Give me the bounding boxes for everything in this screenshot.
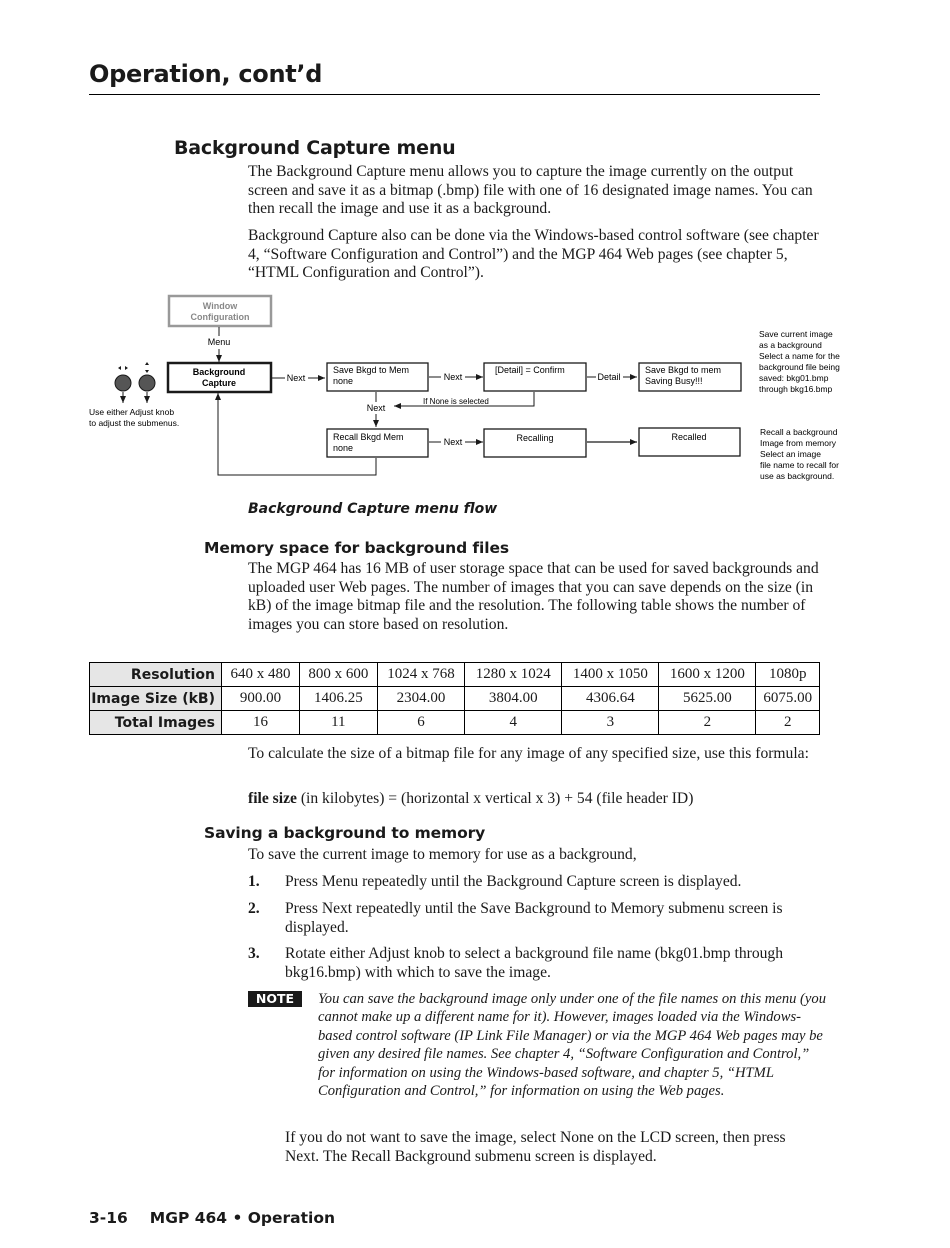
formula-line — [248, 790, 820, 809]
table-cell: 4306.64 — [562, 687, 659, 711]
step-number: 1. — [248, 873, 260, 890]
table-cell: 2 — [659, 711, 756, 735]
recall-note-line-2: Image from memory — [760, 438, 837, 448]
recall-note-line-5: use as background. — [760, 471, 835, 481]
step-text: Press Menu repeatedly until the Background Capture screen is displayed. — [285, 873, 742, 890]
page-number: 3-16 — [89, 1209, 128, 1227]
table-cell: 4 — [465, 711, 562, 735]
table-cell: 5625.00 — [659, 687, 756, 711]
next-label-2: Next — [443, 372, 463, 382]
table-cell: 2304.00 — [377, 687, 464, 711]
background-capture-line-2: Capture — [201, 378, 237, 388]
next-label-3: Next — [366, 403, 386, 413]
table-cell: 3 — [562, 711, 659, 735]
background-capture-line-1: Background — [192, 367, 246, 377]
header-rule — [89, 94, 820, 95]
recall-note-line-1: Recall a background — [760, 427, 838, 437]
after-note-paragraph: If you do not want to save the image, select None on the LCD screen, then press Next. The Recall Background submenu screen is displayed. — [285, 1129, 786, 1165]
recall-bkgd-line-2: none — [333, 443, 354, 453]
table-cell: 6075.00 — [756, 687, 820, 711]
window-config-line-1: Window — [202, 301, 238, 311]
section-title: Background Capture menu — [174, 137, 456, 159]
table-cell: 11 — [299, 711, 377, 735]
table-row-header: Resolution — [90, 663, 222, 687]
table-cell: 2 — [756, 711, 820, 735]
figure-caption: Background Capture menu flow — [248, 501, 498, 517]
table-cell: 800 x 600 — [299, 663, 377, 687]
save-note-line-3: Select a name for the — [759, 351, 840, 361]
recall-note-line-3: Select an image — [760, 449, 821, 459]
menu-flow-diagram — [80, 290, 870, 490]
step-text: Press Next repeatedly until the Save Background to Memory submenu screen is displayed. — [285, 900, 783, 936]
page-footer — [89, 1209, 335, 1227]
memory-paragraph: The MGP 464 has 16 MB of user storage space that can be used for saved backgrounds and uploaded user Web pages. The number of images that you can save depends on the size (in kB) of the image bitmap file and the resolution. The following table shows the number of images you can store based on resolution. — [248, 560, 819, 633]
table-row — [90, 663, 820, 687]
knob-note-line-2: to adjust the submenus. — [89, 418, 180, 428]
table-row-header: Total Images — [90, 711, 222, 735]
adjust-knob-right-icon — [139, 375, 155, 391]
table-cell: 6 — [377, 711, 464, 735]
recalling-label: Recalling — [516, 433, 554, 443]
table-row — [90, 711, 820, 735]
if-none-label: If None is selected — [423, 397, 489, 406]
table-cell: 3804.00 — [465, 687, 562, 711]
note-text: You can save the background image only under one of the file names on this menu (you cannot make up a different name for it). However, images loaded via the Windows-based control software (IP Link File Manager) or via the MGP 464 Web pages may be given any desired file names. See chapter 4, “Software Configuration and Control,” for information on using the Windows-based software, and chapter 5, “HTML Configuration and Control,” for information on using the Web pages. — [318, 991, 826, 1100]
next-label-1: Next — [286, 373, 306, 383]
step-number: 3. — [248, 945, 260, 962]
save-bkgd-line-2: none — [333, 376, 354, 386]
recall-note-line-4: file name to recall for — [760, 460, 839, 470]
vertical-arrows-icon — [145, 362, 149, 373]
window-config-line-2: Configuration — [190, 312, 250, 322]
save-note-line-6: through bkg16.bmp — [759, 384, 833, 394]
confirm-label: [Detail] = Confirm — [495, 365, 565, 375]
table-cell: 1024 x 768 — [377, 663, 464, 687]
resolution-table — [89, 662, 820, 735]
table-cell: 1400 x 1050 — [562, 663, 659, 687]
recalled-label: Recalled — [671, 432, 707, 442]
saving-line-2: Saving Busy!!! — [645, 376, 703, 386]
save-note — [759, 329, 840, 394]
intro-paragraph-1: The Background Capture menu allows you to capture the image currently on the output screen and save it as a bitmap (.bmp) file with one of 16 designated image names. You can then recall the image and use it as a background. — [248, 163, 813, 217]
save-note-line-2: as a background — [759, 340, 822, 350]
detail-label: Detail — [597, 372, 621, 382]
note-badge: NOTE — [248, 991, 302, 1007]
page-header-title: Operation, cont’d — [89, 60, 323, 88]
save-note-line-5: saved: bkg01.bmp — [759, 373, 829, 383]
menu-label: Menu — [207, 337, 231, 347]
recall-note — [760, 427, 839, 481]
formula-intro: To calculate the size of a bitmap file for any image of any specified size, use this formula: — [248, 745, 809, 762]
saving-section-title: Saving a background to memory — [204, 824, 486, 842]
adjust-knob-left-icon — [115, 375, 131, 391]
footer-title: MGP 464 • Operation — [149, 1209, 336, 1227]
saving-line-1: Save Bkgd to mem — [645, 365, 722, 375]
step-text: Rotate either Adjust knob to select a background file name (bkg01.bmp through bkg16.bmp) with which to save the image. — [285, 945, 784, 981]
memory-section-title: Memory space for background files — [204, 539, 509, 557]
step-number: 2. — [248, 900, 260, 917]
table-cell: 1080p — [756, 663, 820, 687]
formula-term: file size — [248, 790, 297, 807]
knob-note-line-1: Use either Adjust knob — [89, 407, 175, 417]
horizontal-arrows-icon — [118, 366, 128, 370]
recall-bkgd-line-1: Recall Bkgd Mem — [333, 432, 404, 442]
table-cell: 900.00 — [222, 687, 300, 711]
save-note-line-4: background file being — [759, 362, 840, 372]
table-cell: 1406.25 — [299, 687, 377, 711]
table-cell: 16 — [222, 711, 300, 735]
next-label-4: Next — [443, 437, 463, 447]
table-cell: 1280 x 1024 — [465, 663, 562, 687]
table-row — [90, 687, 820, 711]
formula-expression: (in kilobytes) = (horizontal x vertical x 3) + 54 (file header ID) — [296, 790, 694, 807]
saving-intro: To save the current image to memory for use as a background, — [248, 846, 637, 863]
intro-paragraph-2: Background Capture also can be done via the Windows-based control software (see chapter 4, “Software Configuration and Control”) and the MGP 464 Web pages (see chapter 5, “HTML Configuration and Control”). — [248, 227, 819, 281]
table-row-header: Image Size (kB) — [90, 687, 222, 711]
save-note-line-1: Save current image — [759, 329, 833, 339]
table-cell: 640 x 480 — [222, 663, 300, 687]
save-bkgd-line-1: Save Bkgd to Mem — [333, 365, 410, 375]
table-cell: 1600 x 1200 — [659, 663, 756, 687]
